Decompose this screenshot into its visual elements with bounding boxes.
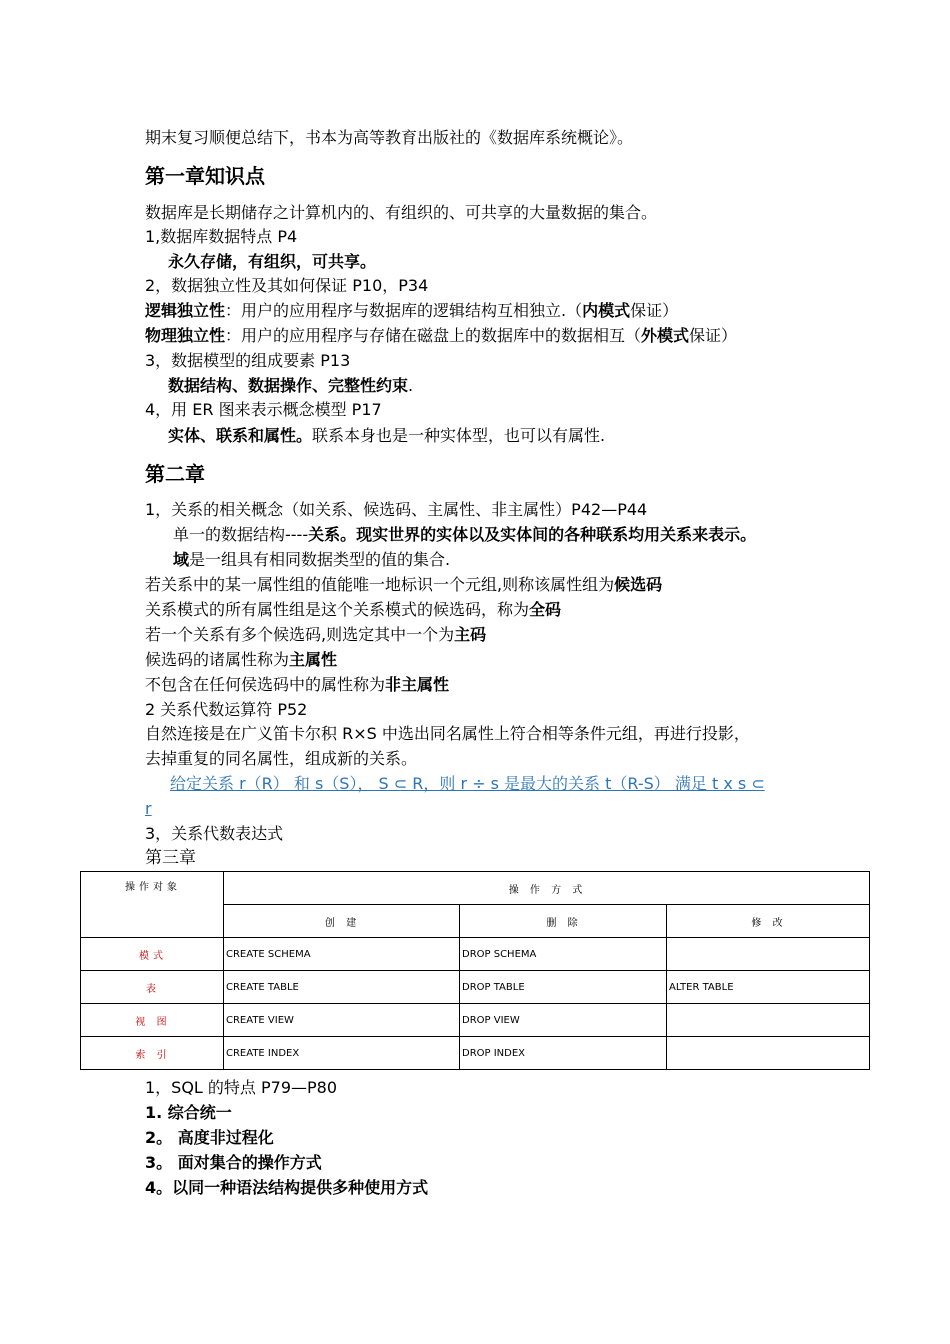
primary-key-def: 若一个关系有多个候选码,则选定其中一个为主码 [145,625,487,644]
ch1-question-3: 3，数据模型的组成要素 P13 [145,351,351,370]
ch2-question-3: 3，关系代数表达式 [145,824,284,843]
candidate-key-def: 若关系中的某一属性组的值能唯一地标识一个元组,则称该属性组为候选码 [145,575,663,594]
row-modify [667,1037,870,1070]
header-operation-mode: 操 作 方 式 [224,872,870,905]
natural-join-line-1: 自然连接是在广义笛卡尔积 R×S 中选出同名属性上符合相等条件元组，再进行投影， [145,724,750,743]
physical-independence: 物理独立性：用户的应用程序与存储在磁盘上的数据库中的数据相互（外模式保证） [145,326,738,345]
table-row [81,971,870,1004]
row-object: 表 [81,971,224,1004]
row-object: 模式 [81,938,224,971]
header-modify: 修 改 [667,905,870,938]
ch1-question-1: 1,数据库数据特点 P4 [145,227,298,246]
chapter3-heading: 第三章 [145,848,196,868]
ch2-question-2: 2 关系代数运算符 P52 [145,700,308,719]
db-definition: 数据库是长期储存之计算机内的、有组织的、可共享的大量数据的集合。 [145,203,658,222]
intro-line: 期末复习顺便总结下，书本为高等教育出版社的《数据库系统概论》。 [145,128,634,147]
header-operation-object: 操作对象 [81,872,224,938]
division-link-line-1[interactable]: 给定关系 r（R） 和 s（S）， S ⊂ R，则 r ÷ s 是最大的关系 t（R-S） 满足 t x s ⊂ [170,774,765,793]
row-modify: ALTER TABLE [667,971,870,1004]
chapter1-heading: 第一章知识点 [145,164,265,188]
table-row [81,1004,870,1037]
header-create: 创 建 [224,905,460,938]
domain-definition: 域是一组具有相同数据类型的值的集合. [173,550,451,569]
row-create: CREATE VIEW [224,1004,460,1037]
ch1-answer-1: 永久存储，有组织，可共享。 [168,252,377,271]
ch1-answer-4: 实体、联系和属性。联系本身也是一种实体型，也可以有属性. [168,426,606,445]
table-row [81,1037,870,1070]
row-delete: DROP TABLE [460,971,667,1004]
relation-definition: 单一的数据结构----关系。现实世界的实体以及实体间的各种联系均用关系来表示。 [173,525,757,544]
row-create: CREATE INDEX [224,1037,460,1070]
sql-operations-table [80,871,870,1070]
row-create: CREATE TABLE [224,971,460,1004]
row-create: CREATE SCHEMA [224,938,460,971]
row-delete: DROP INDEX [460,1037,667,1070]
logical-independence: 逻辑独立性：用户的应用程序与数据库的逻辑结构互相独立.（内模式保证） [145,301,679,320]
row-object: 视 图 [81,1004,224,1037]
prime-attribute-def: 候选码的诸属性称为主属性 [145,650,338,669]
table-row [81,938,870,971]
sql-feature-1: 1. 综合统一 [145,1103,232,1122]
row-delete: DROP VIEW [460,1004,667,1037]
sql-feature-2: 2。 高度非过程化 [145,1128,274,1147]
chapter2-heading: 第二章 [145,462,205,486]
row-modify [667,938,870,971]
ch2-question-1: 1，关系的相关概念（如关系、候选码、主属性、非主属性）P42—P44 [145,500,648,519]
row-modify [667,1004,870,1037]
nonprime-attribute-def: 不包含在任何侯选码中的属性称为非主属性 [145,675,450,694]
row-object: 索 引 [81,1037,224,1070]
sql-feature-4: 4。以同一种语法结构提供多种使用方式 [145,1178,429,1197]
division-link-line-2[interactable]: r [145,799,152,818]
row-delete: DROP SCHEMA [460,938,667,971]
ch1-answer-3: 数据结构、数据操作、完整性约束. [168,376,414,395]
ch1-question-2: 2，数据独立性及其如何保证 P10，P34 [145,276,429,295]
ch3-question-1: 1，SQL 的特点 P79—P80 [145,1078,338,1097]
sql-feature-3: 3。 面对集合的操作方式 [145,1153,322,1172]
natural-join-line-2: 去掉重复的同名属性，组成新的关系。 [145,749,418,768]
ch1-question-4: 4，用 ER 图来表示概念模型 P17 [145,400,382,419]
all-key-def: 关系模式的所有属性组是这个关系模式的候选码，称为全码 [145,600,562,619]
header-delete: 删 除 [460,905,667,938]
